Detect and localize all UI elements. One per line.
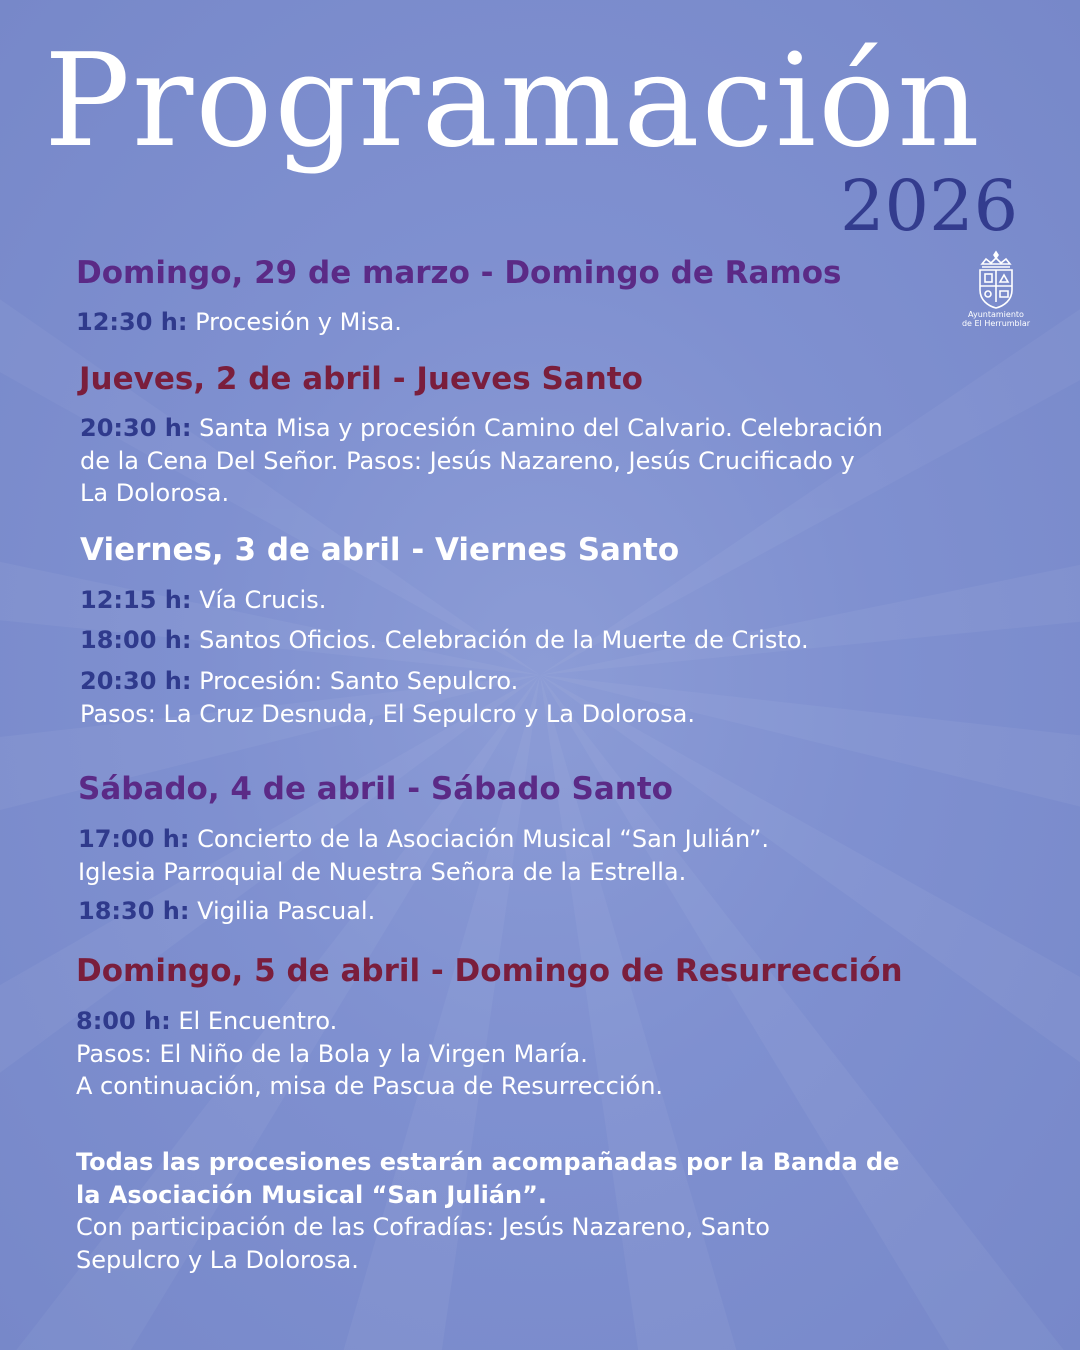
footer-note [76,1146,1006,1276]
entry-text: Iglesia Parroquial de Nuestra Señora de la Estrella. [78,857,687,886]
entry-text: La Dolorosa. [80,479,230,507]
logo-caption-line2: de El Herrumblar [961,319,1031,328]
entry-text: Procesión y Misa. [195,308,402,336]
coat-of-arms-icon [974,250,1018,310]
schedule-entry [80,584,1000,617]
schedule-entry [76,306,996,339]
entry-text: de la Cena Del Señor. Pasos: Jesús Nazareno, Jesús Crucificado y [80,446,855,475]
entry-time: 20:30 h: [80,667,192,695]
entry-time: 20:30 h: [80,414,192,442]
entry-text: Santos Oficios. Celebración de la Muerte de Cristo. [199,626,809,654]
entry-text: Pasos: El Niño de la Bola y la Virgen María. [76,1039,588,1068]
day-heading-good-friday: Viernes, 3 de abril - Viernes Santo [80,532,680,568]
schedule-entry [80,665,1000,730]
entry-text: A continuación, misa de Pascua de Resurrección. [76,1072,664,1100]
schedule-entry [78,895,998,928]
entry-time: 12:30 h: [76,308,188,336]
schedule-entry [80,412,1000,510]
day-heading-palm-sunday: Domingo, 29 de marzo - Domingo de Ramos [76,255,842,291]
poster-title: Programación [44,27,982,176]
schedule-entry [78,823,998,888]
entry-text: El Encuentro. [178,1007,338,1035]
day-heading-holy-thursday: Jueves, 2 de abril - Jueves Santo [79,361,643,397]
schedule-entry [80,624,1000,657]
entry-text: Concierto de la Asociación Musical “San Julián”. [197,825,769,853]
schedule-entry [76,1005,996,1103]
entry-time: 17:00 h: [78,825,190,853]
entry-text: Pasos: La Cruz Desnuda, El Sepulcro y La Dolorosa. [80,699,695,728]
entry-text: Vía Crucis. [199,586,327,614]
footer-line: Con participación de las Cofradías: Jesús Nazareno, Santo [76,1213,770,1241]
entry-time: 12:15 h: [80,586,192,614]
footer-line: Sepulcro y La Dolorosa. [76,1245,359,1274]
entry-time: 18:00 h: [80,626,192,654]
entry-text: Procesión: Santo Sepulcro. [199,667,519,695]
footer-line: Todas las procesiones estarán acompañadas por la Banda de [76,1148,900,1176]
logo-caption-line1: Ayuntamiento [968,310,1024,319]
day-heading-holy-saturday: Sábado, 4 de abril - Sábado Santo [78,771,673,807]
day-heading-easter-sunday: Domingo, 5 de abril - Domingo de Resurrección [76,953,903,989]
footer-line: la Asociación Musical “San Julián”. [76,1180,547,1209]
entry-time: 8:00 h: [76,1007,171,1035]
entry-text: Santa Misa y procesión Camino del Calvario. Celebración [199,414,883,442]
entry-time: 18:30 h: [78,897,190,925]
entry-text: Vigilia Pascual. [197,897,376,925]
poster-year: 2026 [840,165,1019,247]
